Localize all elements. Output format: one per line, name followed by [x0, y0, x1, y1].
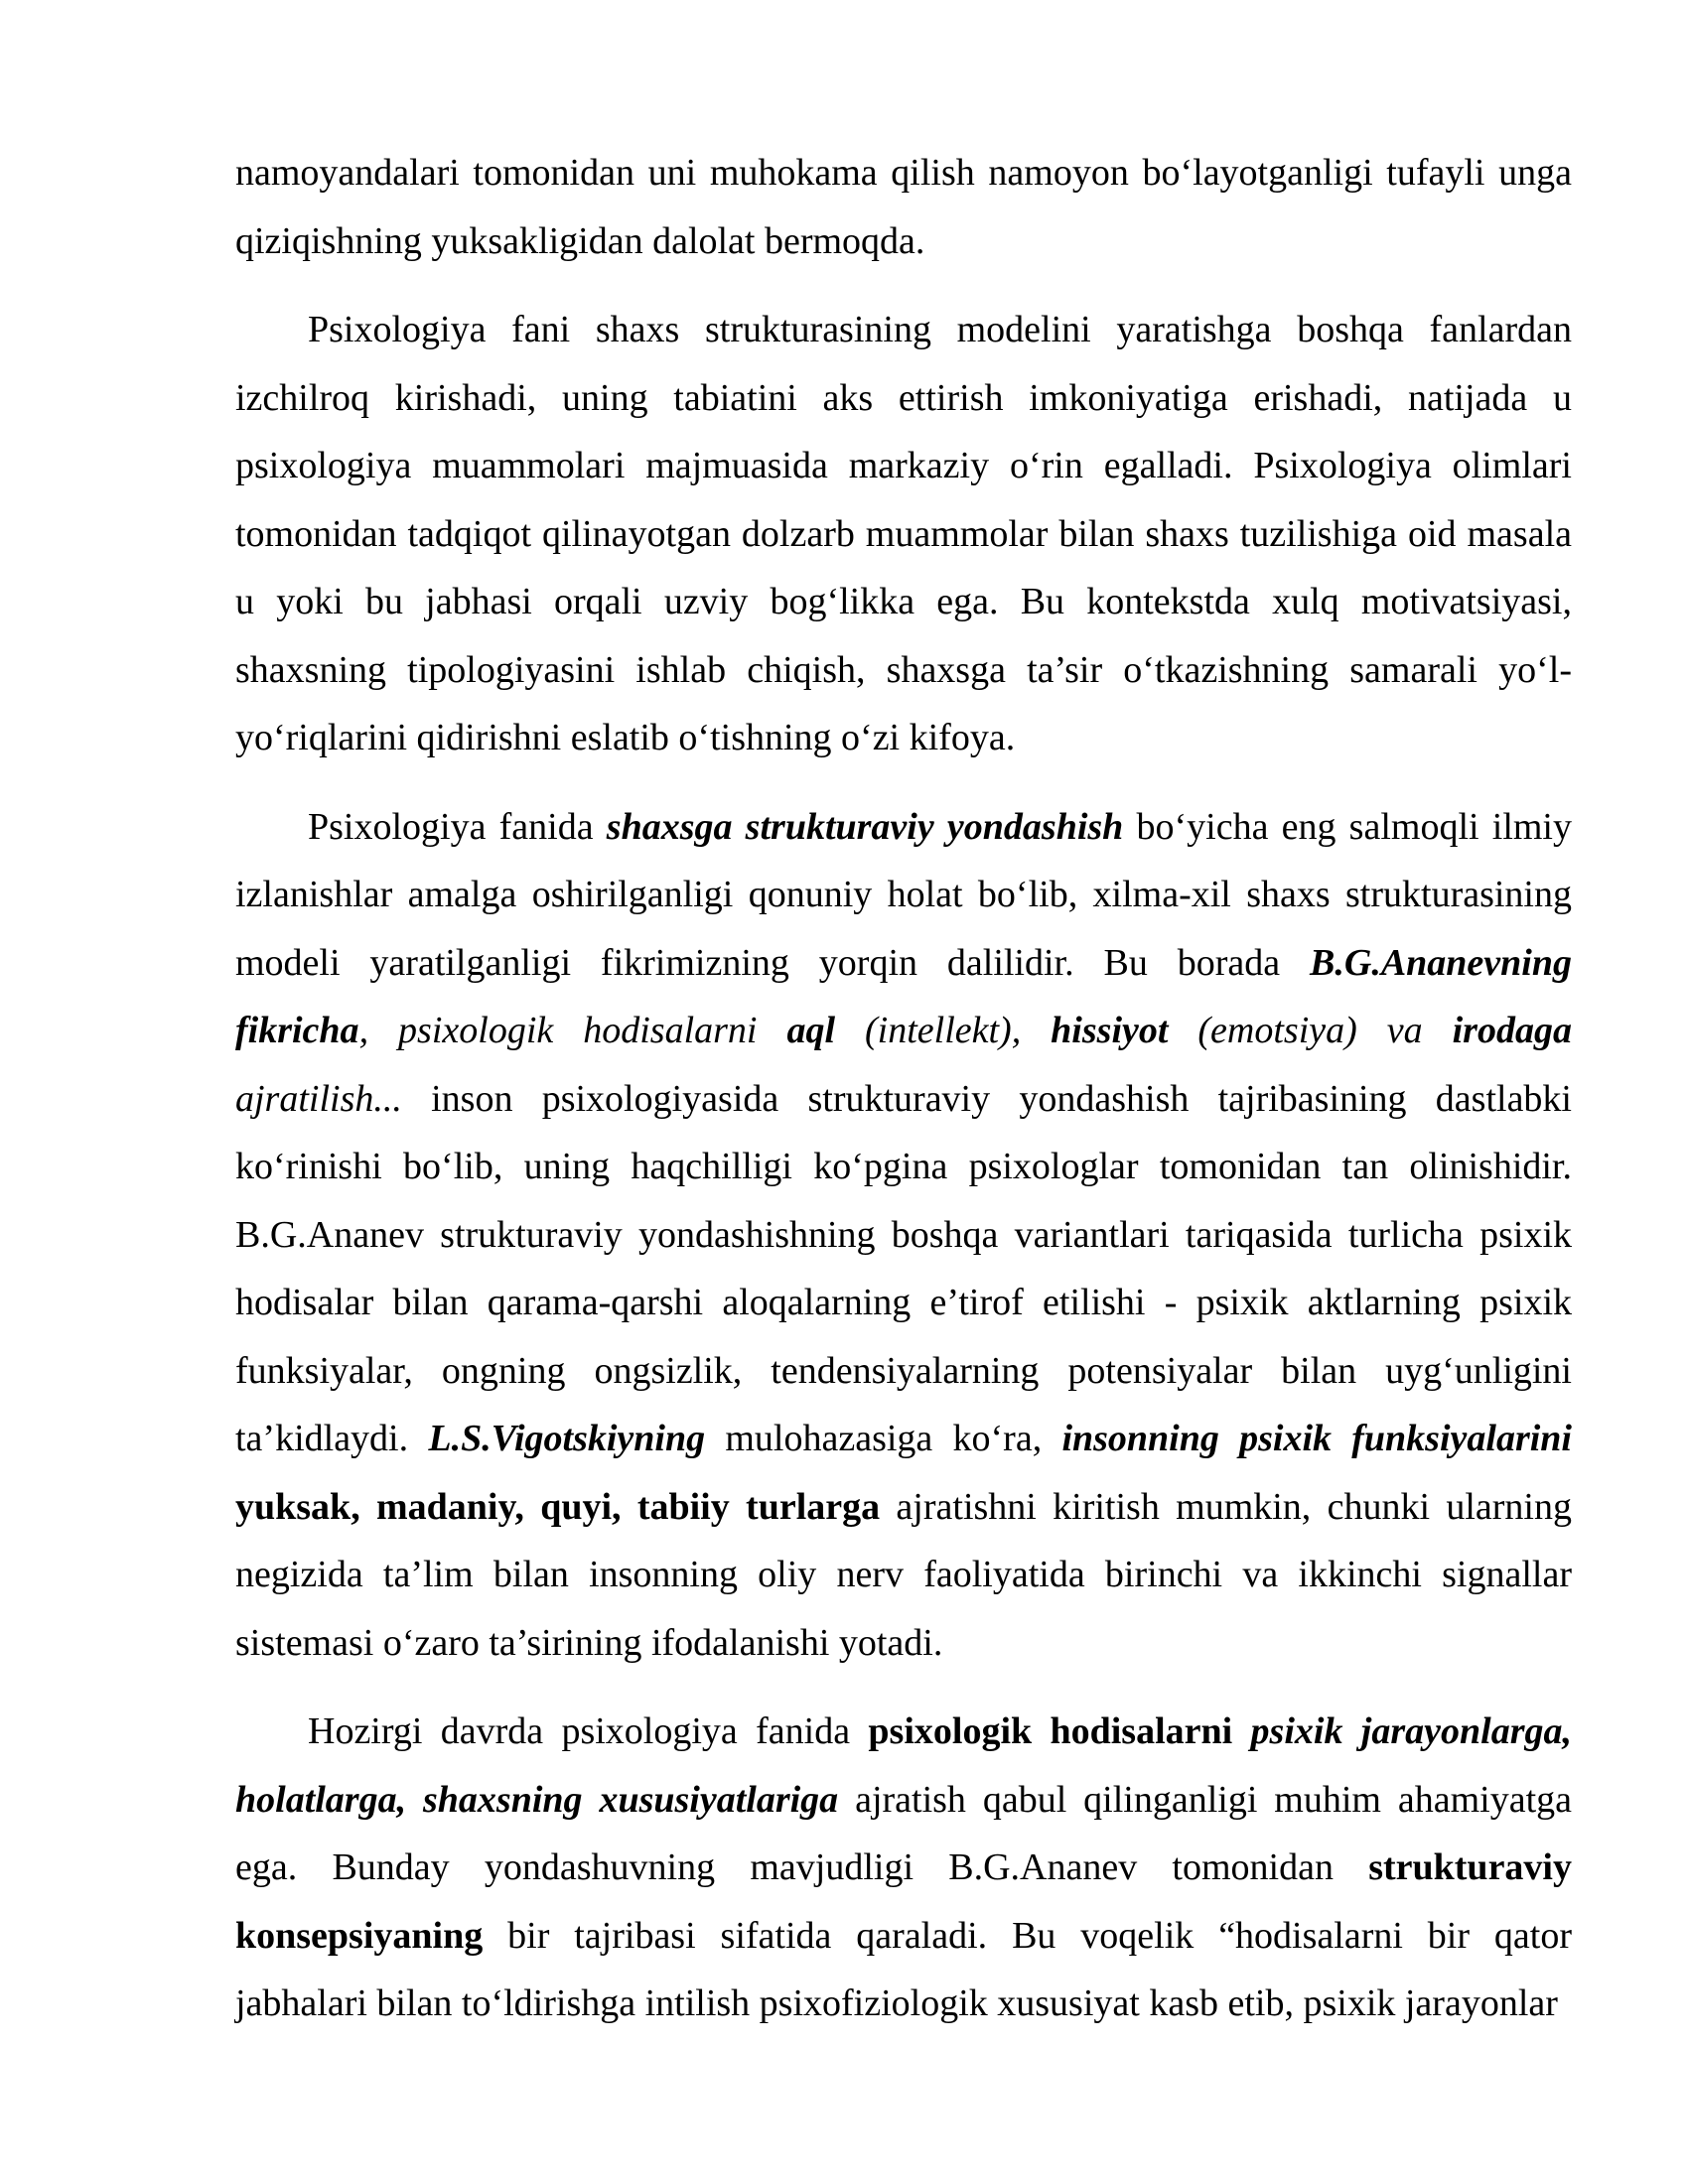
text-run: irodaga	[1452, 1010, 1572, 1051]
text-run: namoyandalari tomonidan uni muhokama qilish namoyon bo‘layotganligi tufayli unga qiziqishning yuksakligidan dalolat bermoqda.	[235, 152, 1582, 262]
paragraph-2	[235, 296, 1582, 772]
document-body	[235, 139, 1582, 2059]
text-run: ajratish qabul qilinganligi muhim ahamiyatga ega. Bunday yondashuvning mavjudligi B.G.Ananev tomonidan	[235, 1778, 1582, 1888]
text-run: mulohazasiga ko‘ra,	[705, 1418, 1062, 1459]
paragraph-4	[235, 1698, 1582, 2038]
text-run: , psixologik hodisalarni	[358, 1010, 787, 1051]
text-run: ajratishni kiritish mumkin, chunki ularning negizida ta’lim bilan insonning oliy nerv faoliyatida birinchi va ikkinchi signallar sistemasi o‘zaro ta’sirining ifodalanishi yotadi.	[235, 1485, 1582, 1664]
text-run: strukturaviy konsepsiyaning	[235, 1846, 1582, 1957]
text-run: Hozirgi davrda psixologiya fanida	[308, 1710, 869, 1752]
text-run: ajratilish...	[235, 1010, 1582, 1120]
text-run: B.G.Ananevning fikricha	[235, 941, 1582, 1051]
text-run: inson psixologiyasida strukturaviy yondashish tajribasining dastlabki ko‘rinishi bo‘lib, uning haqchilligi ko‘pgina psixologlar tomonidan tan olinishidir. B.G.Ananev strukturaviy yondashishning boshqa variantlari tariqasida turlicha psixik hodisalar bilan qarama-qarshi aloqalarning e’tirof etilishi - psixik aktlarning psixik funksiyalar, ongning ongsizlik, tendensiyalarning potensiyalar bilan uyg‘unligini ta’kidlaydi.	[235, 1077, 1582, 1459]
paragraph-3	[235, 793, 1582, 1678]
paragraph-1	[235, 139, 1582, 275]
text-run: (emotsiya) va	[1168, 1010, 1453, 1051]
text-run: bir tajribasi sifatida qaraladi. Bu voqelik “hodisalarni bir qator jabhalari bilan to‘ldirishga intilish psixofiziologik xususiyat kasb etib, psixik jarayonlar	[235, 1914, 1582, 2024]
text-run: psixik jarayonlarga, holatlarga, shaxsning xususiyatlariga	[235, 1710, 1582, 1821]
text-run: L.S.Vigotskiyning	[428, 1418, 706, 1459]
text-run: Psixologiya fani shaxs strukturasining modelini yaratishga boshqa fanlardan izchilroq kirishadi, uning tabiatini aks ettirish imkoniyatiga erishadi, natijada u psixologiya muammolari majmuasida markaziy o‘rin egalladi. Psixologiya olimlari tomonidan tadqiqot qilinayotgan dolzarb muammolar bilan shaxs tuzilishiga oid masala u yoki bu jabhasi orqali uzviy bog‘likka ega. Bu kontekstda xulq motivatsiyasi, shaxsning tipologiyasini ishlab chiqish, shaxsga ta’sir o‘tkazishning samarali yo‘l-yo‘riqlarini qidirishni eslatib o‘tishning o‘zi kifoya.	[235, 309, 1582, 758]
text-run: bo‘yicha eng salmoqli ilmiy izlanishlar amalga oshirilganligi qonuniy holat bo‘lib, xilma-xil shaxs strukturasining modeli yaratilganligi fikrimizning yorqin dalilidir. Bu borada	[235, 805, 1582, 984]
text-run: Psixologiya fanida	[308, 805, 607, 848]
text-run: (intellekt),	[835, 1010, 1052, 1051]
text-run: aql	[786, 1010, 836, 1051]
text-run: shaxsga strukturaviy yondashish	[606, 805, 1124, 848]
text-run: psixologik hodisalarni	[868, 1710, 1251, 1752]
text-run: hissiyot	[1051, 1010, 1169, 1051]
text-run: yuksak, madaniy, quyi, tabiiy turlarga	[235, 1418, 1582, 1528]
text-run: insonning psixik funksiyalarini	[1061, 1418, 1572, 1459]
